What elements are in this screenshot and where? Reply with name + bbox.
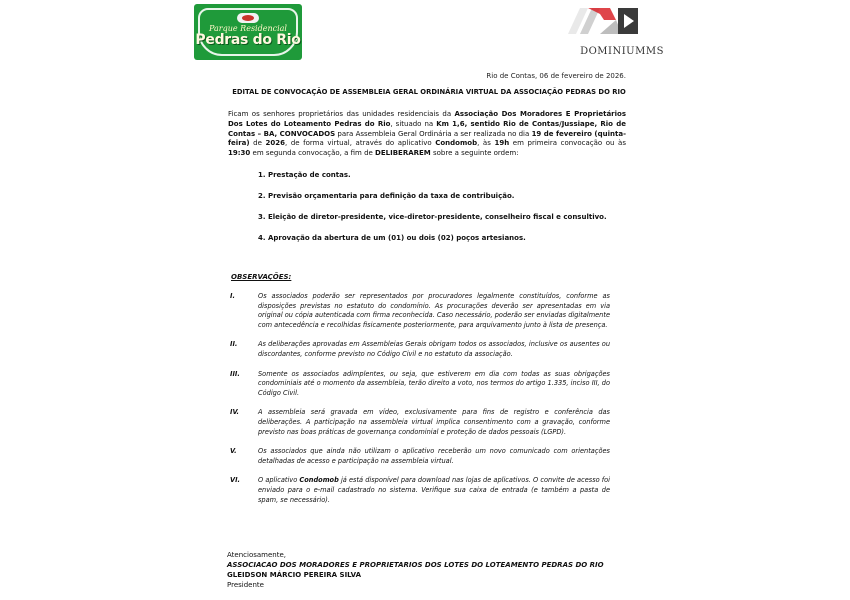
agenda-item: 3. Eleição de diretor-presidente, vice-diretor-presidente, conselheiro fiscal e consultivo. [258,213,607,221]
convocation-paragraph [228,110,626,159]
observation-number: II. [230,340,238,349]
emphasized-text: Condomob [435,139,478,148]
body-text: , situado na [390,119,437,128]
observation-item [230,292,610,330]
observation-text [258,340,610,359]
observation-number: I. [230,292,235,300]
body-text: já está disponível para download nas lojas de aplicativos. O convite de acesso foi enviado para o e-mail cadastrado no sistema. Verifique sua caixa de entrada (e também a pasta de spam, se necessário). [258,476,610,504]
body-text: em segunda convocação, a fim de [250,149,376,158]
body-text: , de forma virtual, através do aplicativo [285,139,436,148]
agenda-list [258,171,618,255]
observation-text [258,447,610,466]
signer-name: GLEIDSON MÁRCIO PEREIRA SILVA [227,571,362,579]
observation-number: III. [230,369,240,378]
agenda-item: 4. Aprovação da abertura de um (01) ou dois (02) poços artesianos. [258,234,526,242]
logo-crest-icon [237,13,259,23]
emphasized-text: DELIBERAREM [375,149,431,158]
body-text: Somente os associados adimplentes, ou seja, que estiverem em dia com todas as suas obrigações condominiais até o momento da assembleia, terão direito a voto, nos termos do artigo 1.335, inciso III, do Código Civil. [258,369,610,397]
observation-item [230,447,610,466]
emphasized-text: 19h [494,139,510,148]
body-text: As deliberações aprovadas em Assembleias Gerais obrigam todos os associados, inclusive os ausentes ou discordantes, conforme previsto no Código Civil e no estatuto da associação. [258,340,610,358]
dominiumms-emblem-icon [566,4,678,48]
body-text: para Assembleia Geral Ordinária a ser realizada no dia [335,129,532,138]
logo-subtitle: Parque Residencial [209,24,287,33]
body-text: de [249,139,266,148]
agenda-item: 1. Prestação de contas. [258,171,351,179]
logo-name: Pedras do Rio [195,32,301,48]
emphasized-text: Condomob [299,476,339,485]
observation-text [258,370,610,399]
agenda-item: 2. Previsão orçamentaria para definição da taxa de contribuição. [258,192,515,200]
signature-block [227,550,604,590]
emphasized-text: Km 1,6, sentido Rio de Contas/Jussiape, Rio de Contas – BA, CONVOCADOS [228,119,626,138]
body-text: sobre a seguinte ordem: [430,149,519,158]
observation-item [230,340,610,359]
body-text: Os associados poderão ser representados por procuradores legalmente constituídos, conforme as disposições previstas no estatuto do condomínio. As procurações deverão ser apresentadas em via original ou cópia autenticada com firma reconhecida. Caso necessário, poderão ser enviadas digitalmente com antecedência e recolhidas fisicamente posteriormente, para arquivamento junto à lista de presença. [258,292,610,329]
salutation: Atenciosamente, [227,551,287,559]
dominiumms-logo [566,4,666,60]
observation-number: VI. [230,476,241,485]
pedras-do-rio-logo [194,4,302,60]
observation-text [258,408,610,437]
observation-number: V. [230,447,237,456]
document-title: EDITAL DE CONVOCAÇÃO DE ASSEMBLEIA GERAL ORDINÁRIA VIRTUAL DA ASSOCIAÇÃO PEDRAS DO RIO [232,88,626,96]
observation-number: IV. [230,408,240,417]
body-text: A assembleia será gravada em vídeo, exclusivamente para fins de registro e conferência das deliberações. A participação na assembleia virtual implica consentimento com a gravação, conforme previsto nas boas práticas de governança condominial e proteção de dados pessoais (LGPD). [258,408,610,436]
observation-text [258,292,610,330]
observation-text [258,476,610,505]
emphasized-text: 2026 [265,139,285,148]
logo-brand-text: DOMINIUMMS [580,46,664,57]
observation-item [230,408,610,437]
body-text: , às [477,139,495,148]
document-date: Rio de Contas, 06 de fevereiro de 2026. [486,72,626,80]
body-text: Os associados que ainda não utilizam o aplicativo receberão um novo comunicado com orientações detalhadas de acesso e participação na assembleia virtual. [258,447,610,465]
emphasized-text: 19 de fevereiro (quinta-feira) [228,129,626,148]
observation-item [230,476,610,505]
organization-name: ASSOCIACAO DOS MORADORES E PROPRIETARIOS DOS LOTES DO LOTEAMENTO PEDRAS DO RIO [227,561,604,569]
observations-list [230,292,610,505]
signer-role: Presidente [227,581,264,589]
body-text: em primeira convocação ou às [509,139,626,148]
emphasized-text: Associação Dos Moradores E Proprietários Dos Lotes do Loteamento Pedras do Rio [228,110,626,128]
observations-heading: OBSERVAÇÕES: [231,273,292,281]
body-text: Ficam os senhores proprietários das unidades residenciais da [228,110,455,118]
emphasized-text: 19:30 [228,149,251,158]
observation-item [230,370,610,399]
body-text: O aplicativo [258,476,300,485]
